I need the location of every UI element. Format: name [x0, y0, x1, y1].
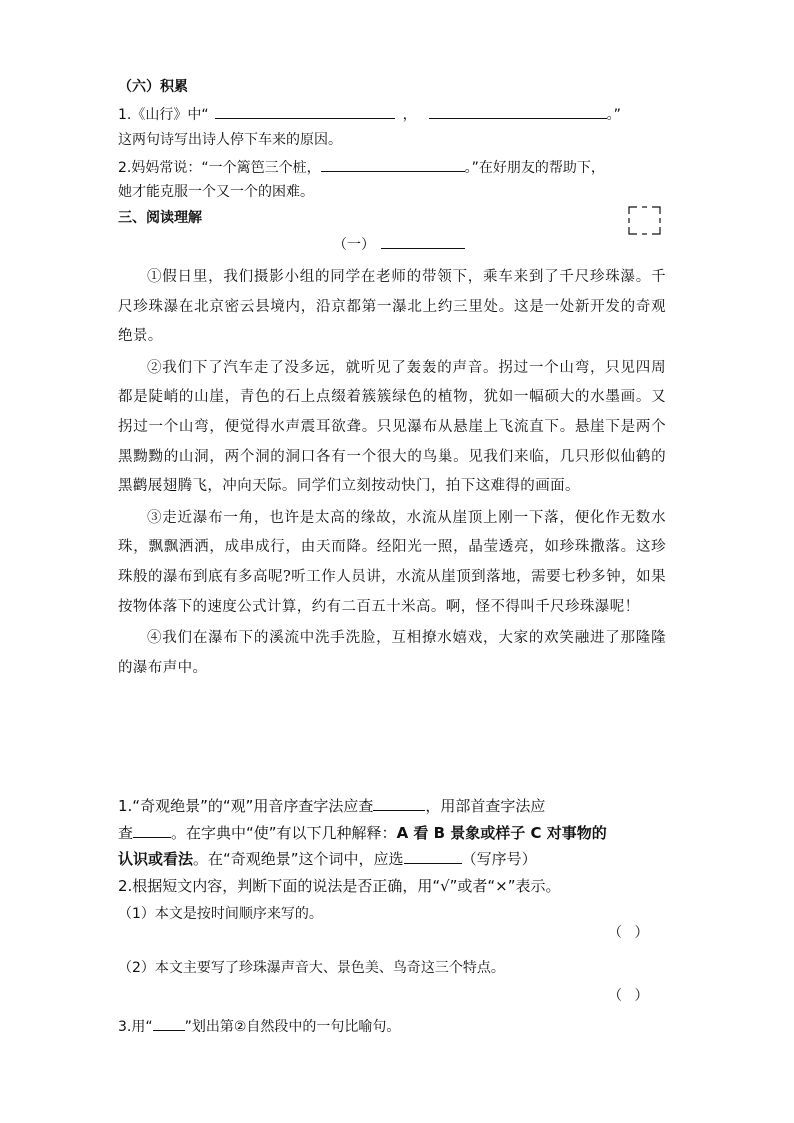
passage-paragraph-1: ①假日里，我们摄影小组的同学在老师的带领下，乘车来到了千尺珍珠瀑。千尺珍珠瀑在北京密云县境内，沿京都第一瀑北上约三里处。这是一处新开发的奇观绝景。 — [118, 269, 666, 345]
question-text: ， — [402, 107, 417, 123]
section-heading-6: （六）积累 — [118, 79, 188, 95]
question-text: 查 — [118, 824, 134, 842]
question-shanxing-line2: 这两句诗写出诗人停下车来的原因。 — [118, 132, 342, 148]
reading-passage — [118, 263, 666, 683]
title-blank[interactable] — [381, 234, 465, 249]
underline-sample — [153, 1016, 185, 1031]
question-text: （写序号） — [461, 850, 537, 868]
question-text: 。在“奇观绝景”这个词中，应选 — [193, 850, 404, 868]
answer-paren[interactable]: （ ） — [608, 925, 653, 941]
question-1-line2 — [118, 823, 607, 843]
answer-blank[interactable] — [133, 823, 171, 838]
question-mama-line2: 她才能克服一个又一个的困难。 — [118, 184, 314, 200]
definition-options: A 看 B 景象或样子 C 对事物的 — [396, 824, 607, 842]
question-text: 。”在好朋友的帮助下， — [464, 160, 605, 176]
answer-blank[interactable] — [321, 157, 465, 172]
answer-blank[interactable] — [404, 849, 462, 864]
answer-blank[interactable] — [429, 104, 607, 119]
question-2: 2.根据短文内容，判断下面的说法是否正确，用“√”或者“×”表示。 — [118, 877, 561, 895]
section-heading-3: 三、阅读理解 — [118, 210, 202, 226]
question-2-2: （2）本文主要写了珍珠瀑声音大、景色美、鸟奇这三个特点。 — [118, 960, 505, 976]
question-1-line3 — [118, 849, 537, 869]
question-text: 2.妈妈常说：“一个篱笆三个桩， — [118, 160, 321, 176]
question-mama — [118, 157, 605, 178]
passage-paragraph-3: ③走近瀑布一角，也许是太高的缘故，水流从崖顶上刚一下落，便化作无数水珠，飘飘洒洒，成串成行，由天而降。经阳光一照，晶莹透亮，如珍珠撒落。这珍珠般的瀑布到底有多高呢?听工作人员讲，水流从崖顶到落地，需要七秒多钟，如果按物体落下的速度公式计算，约有二百五十米高。啊，怪不得叫千尺珍珠瀑呢！ — [118, 509, 666, 615]
passage-paragraph-4: ④我们在瀑布下的溪流中洗手洗脸，互相撩水嬉戏，大家的欢笑融进了那隆隆的瀑布声中。 — [118, 630, 666, 676]
answer-paren[interactable]: （ ） — [608, 988, 653, 1004]
passage-paragraph-2: ②我们下了汽车走了没多远，就听见了轰轰的声音。拐过一个山弯，只见四周都是陡峭的山崖，青色的石上点缀着簇簇绿色的植物，犹如一幅硕大的水墨画。又拐过一个山弯，便觉得水声震耳欲聋。只见瀑布从悬崖上飞流直下。悬崖下是两个黑黝黝的山洞，两个洞的洞口各有一个很大的鸟巢。见我们来临，几只形似仙鹤的黑鹳展翅腾飞，冲向天际。同学们立刻按动快门，拍下这难得的画面。 — [118, 359, 666, 495]
question-text: 。” — [606, 107, 621, 123]
definition-options: 认识或看法 — [118, 850, 194, 868]
score-box-icon — [628, 206, 661, 235]
question-text: 1.“奇观绝景”的“观”用音序查字法应查 — [118, 797, 374, 815]
answer-blank[interactable] — [215, 104, 395, 119]
question-shanxing — [118, 104, 621, 125]
passage-title — [333, 234, 465, 255]
question-text: 3.用“ — [118, 1019, 153, 1035]
question-text: ”划出第②自然段中的一句比喻句。 — [184, 1019, 401, 1035]
question-text: 1.《山行》中“ — [118, 107, 209, 123]
question-text: ，用部首查字法应 — [425, 797, 546, 815]
question-3 — [118, 1016, 400, 1037]
answer-blank[interactable] — [373, 796, 425, 811]
passage-label: （一） — [333, 237, 375, 253]
question-text: 。在字典中“使”有以下几种解释： — [171, 824, 397, 842]
question-2-1: （1）本文是按时间顺序来写的。 — [118, 906, 323, 922]
question-1-line1 — [118, 796, 545, 816]
